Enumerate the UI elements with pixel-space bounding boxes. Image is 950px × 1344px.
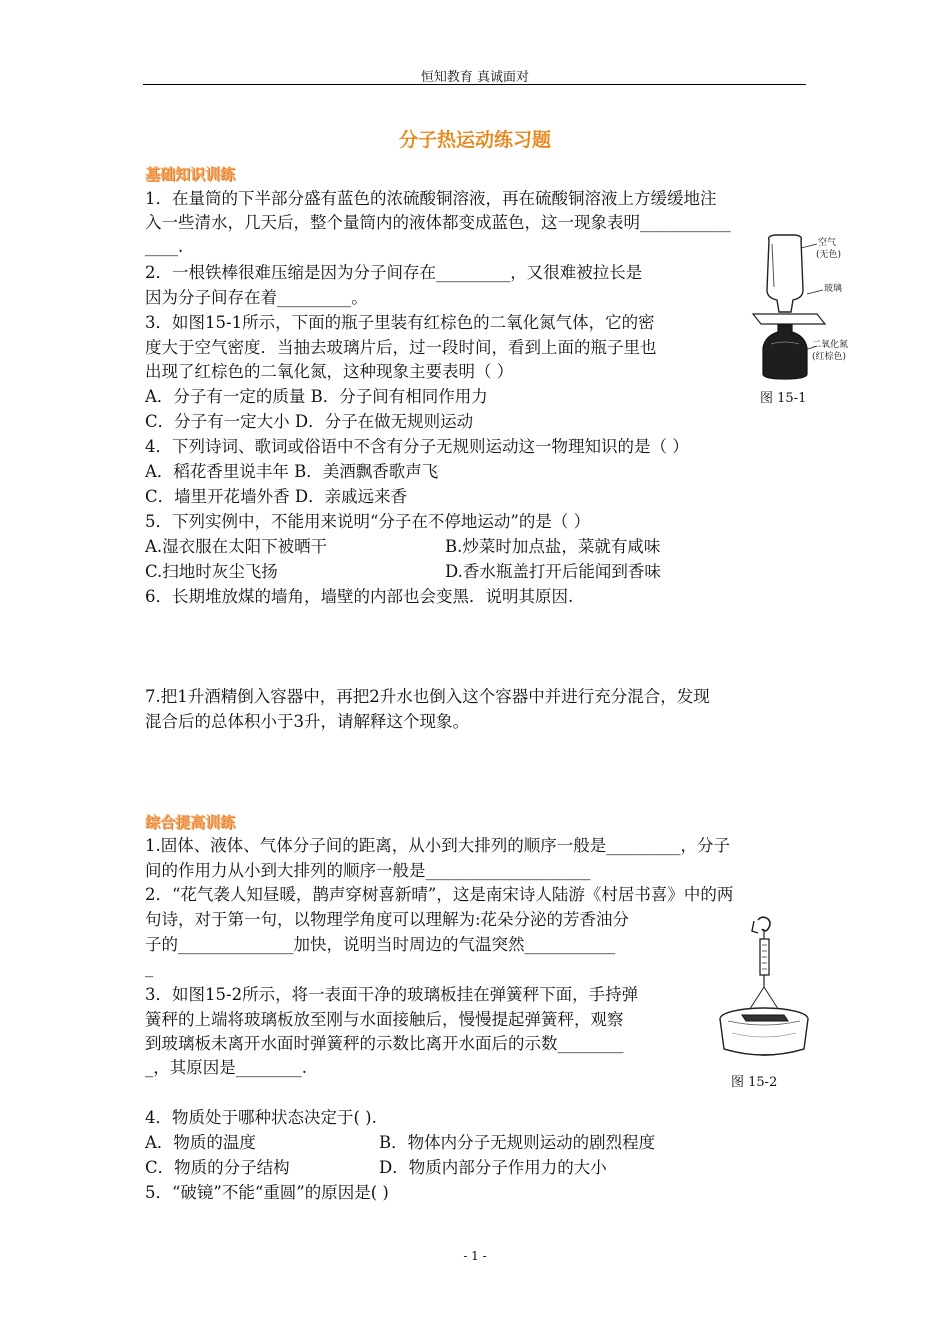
q4-line-1: 4．下列诗词、歌词或俗语中不含有分子无规则运动这一物理知识的是（ ） (145, 437, 689, 456)
page-header: 恒知教育 真诚面对 (420, 70, 530, 85)
s2-q2-line-4: _ (145, 958, 154, 977)
figure-15-1-label-glass: 玻璃 (824, 284, 843, 294)
s2-q1-line-2: 间的作用力从小到大排列的顺序一般是____________________ (145, 861, 591, 880)
q5-option-c: C.扫地时灰尘飞扬 (145, 562, 278, 581)
s2-q4-option-a: A．物质的温度 (145, 1133, 256, 1152)
figure-15-2-caption: 图 15-2 (731, 1075, 778, 1090)
figure-15-2-spring-scale (718, 915, 818, 1065)
section-heading-advanced: 综合提高训练 (145, 813, 236, 831)
s2-q2-line-2: 句诗，对于第一句，以物理学角度可以理解为:花朵分泌的芳香油分 (145, 910, 630, 929)
q5-option-a: A.湿衣服在太阳下被晒干 (145, 537, 328, 556)
q7-line-1: 7.把1升酒精倒入容器中，再把2升水也倒入这个容器中并进行充分混合，发现 (145, 687, 710, 706)
s2-q4-option-d: D．物质内部分子作用力的大小 (379, 1158, 607, 1177)
s2-q3-line-2: 簧秤的上端将玻璃板放至刚与水面接触后，慢慢提起弹簧秤，观察 (145, 1010, 624, 1029)
q4-options-ab: A．稻花香里说丰年 B．美酒飘香歌声飞 (145, 462, 439, 481)
q5-line-1: 5．下列实例中，不能用来说明“分子在不停地运动”的是（ ） (145, 512, 591, 531)
q1-line-3: ____. (145, 237, 184, 256)
q1-line-1: 1．在量筒的下半部分盛有蓝色的浓硫酸铜溶液，再在硫酸铜溶液上方缓缓地注 (145, 189, 717, 208)
page-title: 分子热运动练习题 (398, 129, 551, 151)
q5-option-d: D.香水瓶盖打开后能闻到香味 (445, 562, 661, 581)
q3-line-3: 出现了红棕色的二氧化氮，这种现象主要表明（ ） (145, 362, 514, 381)
q2-line-2: 因为分子间存在着_________。 (145, 288, 368, 307)
q3-line-2: 度大于空气密度．当抽去玻璃片后，过一段时间，看到上面的瓶子里也 (145, 338, 657, 357)
s2-q5-line-1: 5．“破镜”不能“重圆”的原因是( ) (145, 1183, 389, 1202)
page-number: - 1 - (463, 1249, 487, 1263)
q3-line-1: 3．如图15-1所示，下面的瓶子里装有红棕色的二氧化氮气体，它的密 (145, 313, 655, 332)
q4-options-cd: C．墙里开花墙外香 D．亲戚远来香 (145, 487, 408, 506)
q2-line-1: 2．一根铁棒很难压缩是因为分子间存在_________，又很难被拉长是 (145, 263, 643, 282)
figure-15-1-caption: 图 15-1 (760, 391, 807, 406)
section-heading-basic: 基础知识训练 (145, 165, 236, 183)
q3-options-cd: C．分子有一定大小 D．分子在做无规则运动 (145, 412, 474, 431)
s2-q3-line-3: 到玻璃板未离开水面时弹簧秤的示数比离开水面后的示数________ (145, 1034, 624, 1053)
s2-q2-line-1: 2．“花气袭人知昼暖，鹊声穿树喜新晴”，这是南宋诗人陆游《村居书喜》中的两 (145, 885, 734, 904)
figure-15-1-label-air: 空气 (818, 238, 837, 248)
q6-line-1: 6．长期堆放煤的墙角，墙壁的内部也会变黑．说明其原因. (145, 587, 574, 606)
s2-q4-line-1: 4．物质处于哪种状态决定于( ). (145, 1108, 377, 1127)
q5-option-b: B.炒菜时加点盐，菜就有咸味 (445, 537, 661, 556)
s2-q1-line-1: 1.固体、液体、气体分子间的距离，从小到大排列的顺序一般是_________，分子 (145, 836, 730, 855)
s2-q4-option-c: C．物质的分子结构 (145, 1158, 290, 1177)
header-rule (143, 84, 806, 85)
figure-15-1-label-colorless: (无色) (816, 250, 842, 260)
figure-15-1-label-no2: 二氧化氮 (812, 340, 849, 350)
q3-options-ab: A．分子有一定的质量 B．分子间有相同作用力 (145, 387, 488, 406)
s2-q3-line-1: 3．如图15-2所示，将一表面干净的玻璃板挂在弹簧秤下面，手持弹 (145, 985, 639, 1004)
figure-15-1-label-reddish: (红棕色) (812, 352, 847, 362)
s2-q4-option-b: B．物体内分子无规则运动的剧烈程度 (379, 1133, 656, 1152)
s2-q3-line-4: _，其原因是________. (145, 1058, 307, 1077)
q7-line-2: 混合后的总体积小于3升，请解释这个现象。 (145, 712, 469, 731)
s2-q2-line-3: 子的______________加快，说明当时周边的气温突然___________ (145, 935, 616, 954)
q1-line-2: 入一些清水，几天后，整个量筒内的液体都变成蓝色，这一现象表明___________ (145, 213, 731, 232)
